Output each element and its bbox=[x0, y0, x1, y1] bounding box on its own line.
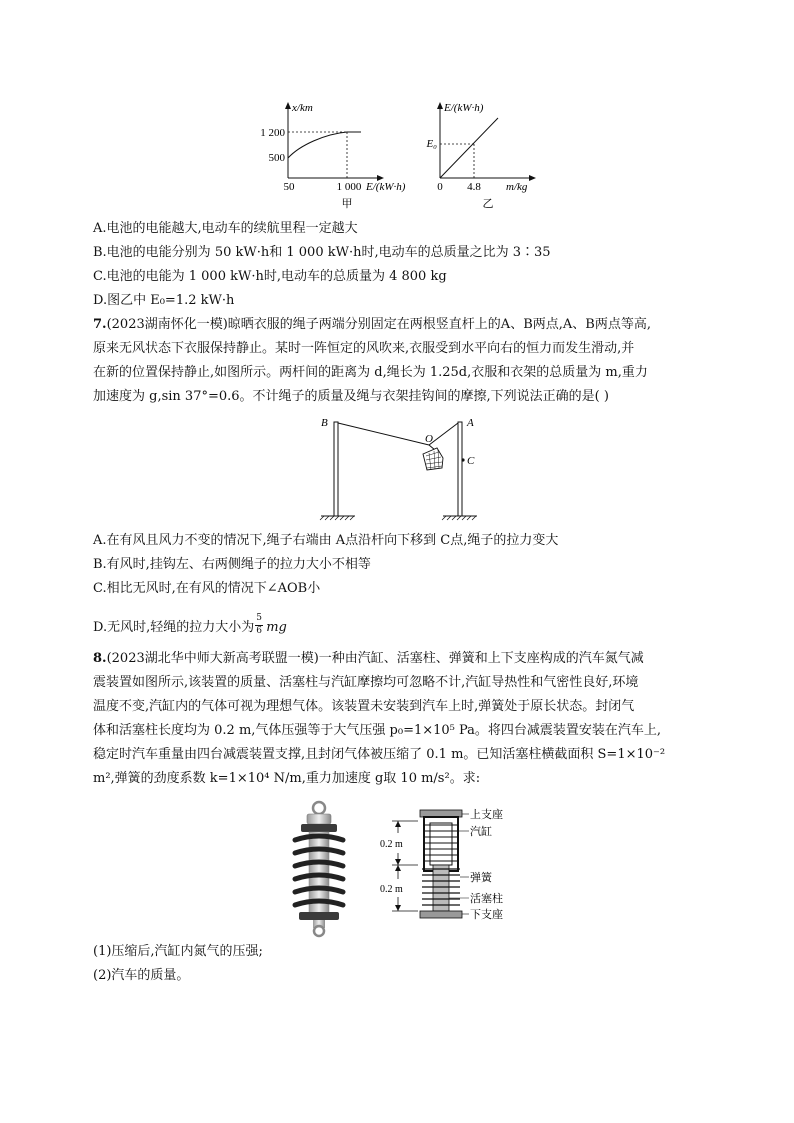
q7-clothesline-figure bbox=[315, 412, 485, 522]
point-o-label: O bbox=[425, 433, 433, 445]
fraction: $\frac{5}{6}$ bbox=[256, 613, 262, 636]
spring-label: 弹簧 bbox=[470, 872, 492, 884]
q7-stem-line-3: 在新的位置保持静止,如图所示。两杆间的距离为 d,绳长为 1.25d,衣服和衣架的总质量为 m,重力 bbox=[93, 365, 648, 380]
q8-sub-question-2: (2)汽车的质量。 bbox=[93, 968, 190, 983]
x-tick-1000: 1 000 bbox=[336, 181, 362, 193]
q7-stem-line-2: 原来无风状态下衣服保持静止。某时一阵恒定的风吹来,衣服受到水平向右的恒力而发生滑动,并 bbox=[93, 341, 635, 356]
y-tick-e0: E₀ bbox=[426, 138, 437, 150]
shock-absorber-photo bbox=[283, 800, 355, 938]
q8-stem-line-2: 震装置如图所示,该装置的质量、活塞柱与汽缸摩擦均可忽略不计,汽缸导热性和气密性良好,环境 bbox=[93, 675, 639, 690]
graph-jia bbox=[255, 100, 406, 212]
q7-option-d: D.无风时,轻绳的拉力大小为 bbox=[93, 620, 255, 635]
q7-option-c: C.相比无风时,在有风的情况下∠AOB小 bbox=[93, 581, 321, 596]
graph-yi bbox=[420, 100, 540, 212]
graph-caption: 乙 bbox=[482, 198, 494, 210]
q8-number: 8. bbox=[93, 651, 107, 666]
q7-option-a: A.在有风且风力不变的情况下,绳子右端由 A点沿杆向下移到 C点,绳子的拉力变大 bbox=[93, 533, 559, 548]
q7-option-b: B.有风时,挂钩左、右两侧绳子的拉力大小不相等 bbox=[93, 557, 371, 572]
q6-option-d: D.图乙中 E₀=1.2 kW·h bbox=[93, 293, 235, 308]
lower-seat-label: 下支座 bbox=[470, 909, 503, 921]
point-a-label: A bbox=[467, 417, 474, 429]
q7-stem-line-4: 加速度为 g,sin 37°=0.6。不计绳子的质量及绳与衣架挂钩间的摩擦,下列说法正确的是( ) bbox=[93, 389, 609, 404]
q7-stem-line-1: 7.(2023湖南怀化一模)晾晒衣服的绳子两端分别固定在两根竖直杆上的A、B两点,A、B两点等高, bbox=[93, 317, 651, 332]
cylinder-label: 汽缸 bbox=[470, 826, 492, 838]
y-axis-label: x/km bbox=[292, 102, 313, 114]
y-tick-500: 500 bbox=[268, 152, 285, 164]
x-tick-0: 0 bbox=[437, 181, 443, 193]
q8-stem-line-1: 8.(2023湖北华中师大新高考联盟一模)一种由汽缸、活塞柱、弹簧和上下支座构成的汽车氮气减 bbox=[93, 651, 644, 666]
graph-caption: 甲 bbox=[341, 198, 353, 210]
q8-stem-line-6: m²,弹簧的劲度系数 k=1×10⁴ N/m,重力加速度 g取 10 m/s²。求: bbox=[93, 771, 481, 786]
q7-number: 7. bbox=[93, 317, 107, 332]
y-tick-1200: 1 200 bbox=[260, 127, 285, 139]
q6-option-b: B.电池的电能分别为 50 kW·h和 1 000 kW·h时,电动车的总质量之比为 3∶35 bbox=[93, 245, 551, 260]
dimension-label-bottom: 0.2 m bbox=[380, 884, 403, 895]
point-b-label: B bbox=[321, 417, 328, 429]
x-axis-label: m/kg bbox=[506, 181, 528, 193]
y-axis-label: E/(kW·h) bbox=[444, 102, 484, 114]
shock-absorber-diagram bbox=[378, 805, 548, 923]
q8-stem-line-4: 体和活塞柱长度均为 0.2 m,气体压强等于大气压强 p₀=1×10⁵ Pa。将四台减震装置安装在汽车上, bbox=[93, 723, 662, 738]
x-tick-4-8: 4.8 bbox=[467, 181, 481, 193]
q6-option-c: C.电池的电能为 1 000 kW·h时,电动车的总质量为 4 800 kg bbox=[93, 269, 447, 284]
point-c-label: C bbox=[467, 455, 475, 467]
q8-sub-question-1: (1)压缩后,汽缸内氮气的压强; bbox=[93, 944, 263, 959]
x-axis-label: E/(kW·h) bbox=[366, 181, 406, 193]
piston-label: 活塞柱 bbox=[470, 893, 503, 905]
dimension-label-top: 0.2 m bbox=[380, 839, 403, 850]
q8-stem-line-3: 温度不变,汽缸内的气体可视为理想气体。该装置未安装到汽车上时,弹簧处于原长状态。封闭气 bbox=[93, 699, 635, 714]
upper-seat-label: 上支座 bbox=[470, 809, 503, 821]
q7-option-d-row: D.无风时,轻绳的拉力大小为 $\frac{5}{6}$ mg bbox=[93, 613, 287, 636]
q6-option-a: A.电池的电能越大,电动车的续航里程一定越大 bbox=[93, 221, 358, 236]
q8-stem-line-5: 稳定时汽车重量由四台减震装置支撑,且封闭气体被压缩了 0.1 m。已知活塞柱横截面积 S=1×10⁻² bbox=[93, 747, 666, 762]
x-tick-50: 50 bbox=[283, 181, 295, 193]
